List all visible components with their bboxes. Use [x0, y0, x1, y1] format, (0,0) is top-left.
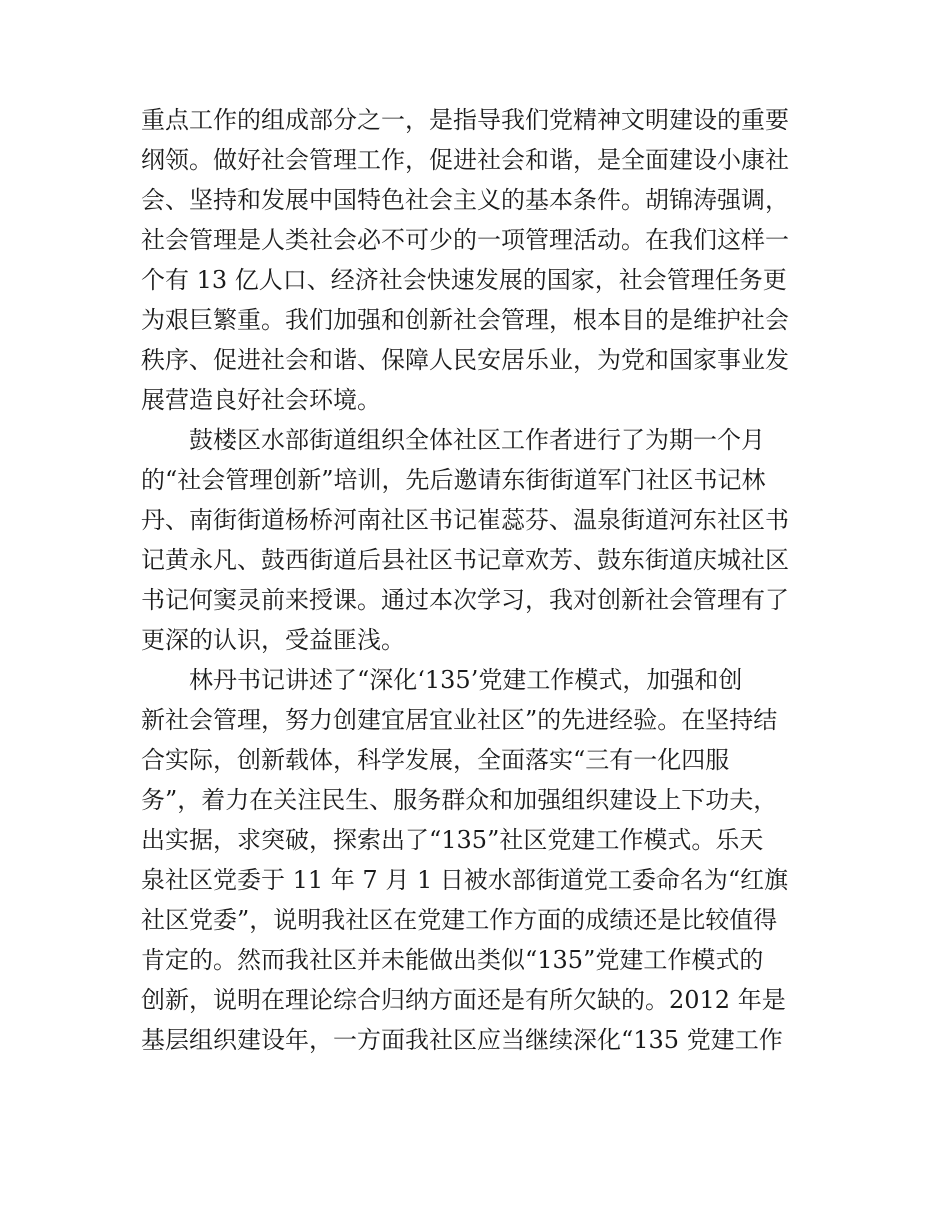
text-line: 出实据，求突破，探索出了“135”社区党建工作模式。乐天: [141, 826, 764, 854]
text-line: 社区党委”，说明我社区在党建工作方面的成绩还是比较值得: [141, 906, 778, 934]
text-line: 社会管理是人类社会必不可少的一项管理活动。在我们这样一: [141, 226, 789, 254]
text-line: 基层组织建设年，一方面我社区应当继续深化“135 党建工作: [141, 1026, 783, 1054]
text-line: 新社会管理，努力创建宜居宜业社区”的先进经验。在坚持结: [141, 706, 778, 734]
text-line: 林丹书记讲述了“深化‘135’党建工作模式，加强和创: [141, 666, 743, 694]
text-line: 合实际，创新载体，科学发展，全面落实“三有一化四服: [141, 746, 730, 774]
text-line: 务”，着力在关注民生、服务群众和加强组织建设上下功夫，: [141, 786, 778, 814]
text-line: 展营造良好社会环境。: [141, 386, 381, 414]
text-line: 泉社区党委于 11 年 7 月 1 日被水部街道党工委命名为“红旗: [141, 866, 789, 894]
text-line: 丹、南街街道杨桥河南社区书记崔蕊芬、温泉街道河东社区书: [141, 506, 789, 534]
text-line: 个有 13 亿人口、经济社会快速发展的国家，社会管理任务更: [141, 266, 787, 294]
text-line: 书记何窦灵前来授课。通过本次学习，我对创新社会管理有了: [141, 586, 789, 614]
text-line: 鼓楼区水部街道组织全体社区工作者进行了为期一个月: [141, 426, 765, 454]
text-line: 创新，说明在理论综合归纳方面还是有所欠缺的。2012 年是: [141, 986, 786, 1014]
text-line: 为艰巨繁重。我们加强和创新社会管理，根本目的是维护社会: [141, 306, 789, 334]
text-line: 重点工作的组成部分之一，是指导我们党精神文明建设的重要: [141, 106, 789, 134]
text-line: 记黄永凡、鼓西街道后县社区书记章欢芳、鼓东街道庆城社区: [141, 546, 789, 574]
text-line: 更深的认识，受益匪浅。: [141, 626, 405, 654]
text-line: 秩序、促进社会和谐、保障人民安居乐业，为党和国家事业发: [141, 346, 789, 374]
document-page: [141, 100, 813, 1060]
text-line: 会、坚持和发展中国特色社会主义的基本条件。胡锦涛强调，: [141, 186, 789, 214]
text-line: 的“社会管理创新”培训，先后邀请东街街道军门社区书记林: [141, 466, 766, 494]
text-line: 肯定的。然而我社区并未能做出类似“135”党建工作模式的: [141, 946, 764, 974]
text-line: 纲领。做好社会管理工作，促进社会和谐，是全面建设小康社: [141, 146, 789, 174]
